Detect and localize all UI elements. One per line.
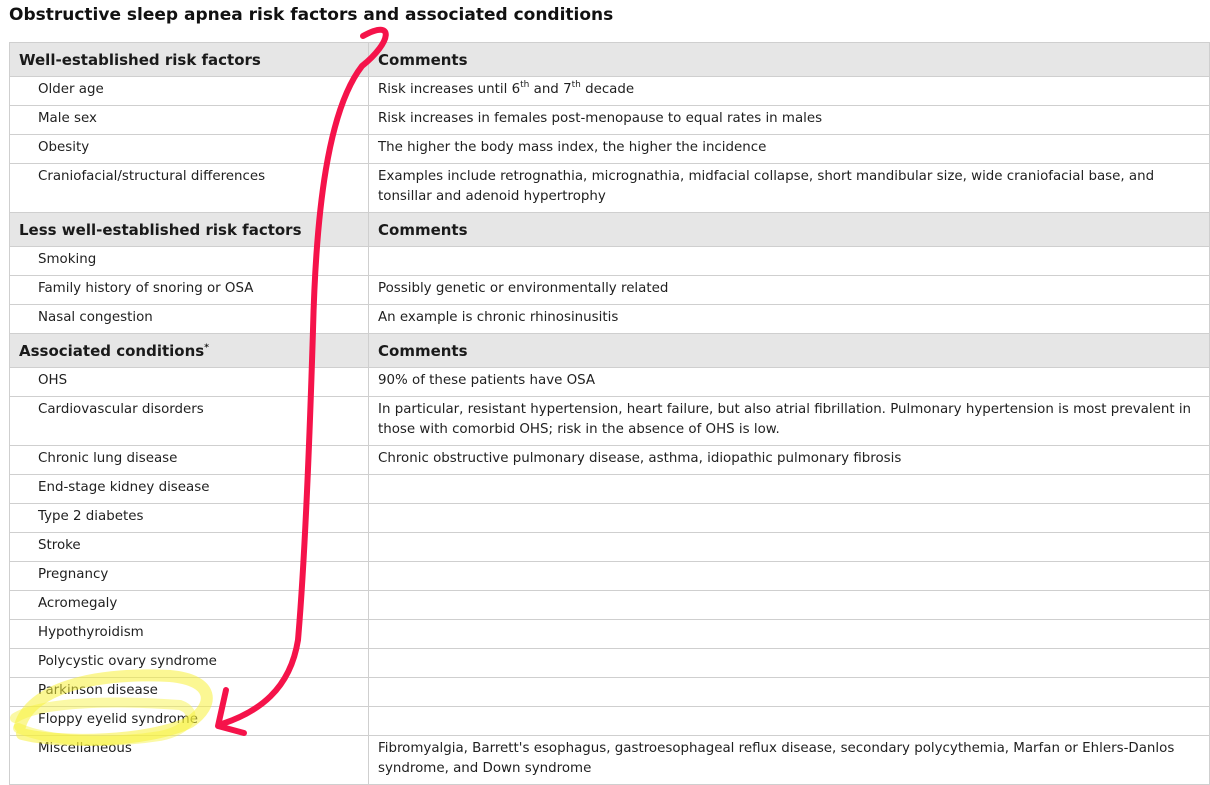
- table-row: [10, 475, 1210, 504]
- table-row: [10, 276, 1210, 305]
- comment-cell: Chronic obstructive pulmonary disease, asthma, idiopathic pulmonary fibrosis: [369, 446, 1210, 475]
- comments-header: Comments: [369, 43, 1210, 77]
- factor-cell: Craniofacial/structural differences: [10, 164, 369, 213]
- factor-cell: Floppy eyelid syndrome: [10, 707, 369, 736]
- factor-cell: Obesity: [10, 135, 369, 164]
- comment-cell: [369, 649, 1210, 678]
- risk-factors-table: [9, 42, 1210, 785]
- comment-cell: In particular, resistant hypertension, heart failure, but also atrial fibrillation. Pulmonary hypertension is most prevalent in those with comorbid OHS; risk in the absence of OHS is low.: [369, 397, 1210, 446]
- factor-cell: Polycystic ovary syndrome: [10, 649, 369, 678]
- factor-cell: Smoking: [10, 247, 369, 276]
- factor-cell: Cardiovascular disorders: [10, 397, 369, 446]
- factor-cell: Stroke: [10, 533, 369, 562]
- comment-cell: [369, 707, 1210, 736]
- comment-cell: The higher the body mass index, the higher the incidence: [369, 135, 1210, 164]
- factor-cell: OHS: [10, 368, 369, 397]
- footnote-marker: *: [204, 342, 209, 353]
- comment-cell: [369, 247, 1210, 276]
- table-row: [10, 164, 1210, 213]
- comment-cell: [369, 678, 1210, 707]
- comment-cell: [369, 504, 1210, 533]
- factor-cell: End-stage kidney disease: [10, 475, 369, 504]
- table-row: [10, 620, 1210, 649]
- comment-cell: [369, 475, 1210, 504]
- factor-cell: Pregnancy: [10, 562, 369, 591]
- factor-cell: Miscellaneous: [10, 736, 369, 785]
- table-row: [10, 77, 1210, 106]
- comment-cell: [369, 591, 1210, 620]
- comment-cell: Examples include retrognathia, micrognathia, midfacial collapse, short mandibular size, wide craniofacial base, and tonsillar and adenoid hypertrophy: [369, 164, 1210, 213]
- table-row: [10, 649, 1210, 678]
- factor-cell: Parkinson disease: [10, 678, 369, 707]
- factor-cell: Chronic lung disease: [10, 446, 369, 475]
- section-title: Associated conditions*: [10, 334, 369, 368]
- comment-cell: [369, 620, 1210, 649]
- comments-header: Comments: [369, 213, 1210, 247]
- table-row: [10, 678, 1210, 707]
- comment-cell: An example is chronic rhinosinusitis: [369, 305, 1210, 334]
- section-header-well-established: [10, 43, 1210, 77]
- table-row: [10, 135, 1210, 164]
- table-row: [10, 368, 1210, 397]
- comment-cell: [369, 533, 1210, 562]
- factor-cell: Type 2 diabetes: [10, 504, 369, 533]
- factor-cell: Older age: [10, 77, 369, 106]
- table-row: [10, 533, 1210, 562]
- section-header-less-established: [10, 213, 1210, 247]
- table-row: [10, 446, 1210, 475]
- factor-cell: Hypothyroidism: [10, 620, 369, 649]
- factor-cell: Male sex: [10, 106, 369, 135]
- comments-header: Comments: [369, 334, 1210, 368]
- table-row: [10, 736, 1210, 785]
- page-title: Obstructive sleep apnea risk factors and associated conditions: [9, 5, 614, 25]
- table-row: [10, 591, 1210, 620]
- table-row: [10, 106, 1210, 135]
- section-header-associated-conditions: [10, 334, 1210, 368]
- comment-cell: Risk increases in females post-menopause to equal rates in males: [369, 106, 1210, 135]
- table-row: [10, 397, 1210, 446]
- factor-cell: Acromegaly: [10, 591, 369, 620]
- section-title: Well-established risk factors: [10, 43, 369, 77]
- table-row: [10, 562, 1210, 591]
- factor-cell: Nasal congestion: [10, 305, 369, 334]
- factor-cell: Family history of snoring or OSA: [10, 276, 369, 305]
- table-row: [10, 504, 1210, 533]
- comment-cell: 90% of these patients have OSA: [369, 368, 1210, 397]
- comment-cell: Fibromyalgia, Barrett's esophagus, gastroesophageal reflux disease, secondary polycythemia, Marfan or Ehlers-Danlos syndrome, and Down syndrome: [369, 736, 1210, 785]
- table-row: [10, 247, 1210, 276]
- section-title: Less well-established risk factors: [10, 213, 369, 247]
- comment-cell: [369, 562, 1210, 591]
- table-row-highlighted: [10, 707, 1210, 736]
- table-row: [10, 305, 1210, 334]
- comment-cell: Possibly genetic or environmentally related: [369, 276, 1210, 305]
- comment-cell: Risk increases until 6th and 7th decade: [369, 77, 1210, 106]
